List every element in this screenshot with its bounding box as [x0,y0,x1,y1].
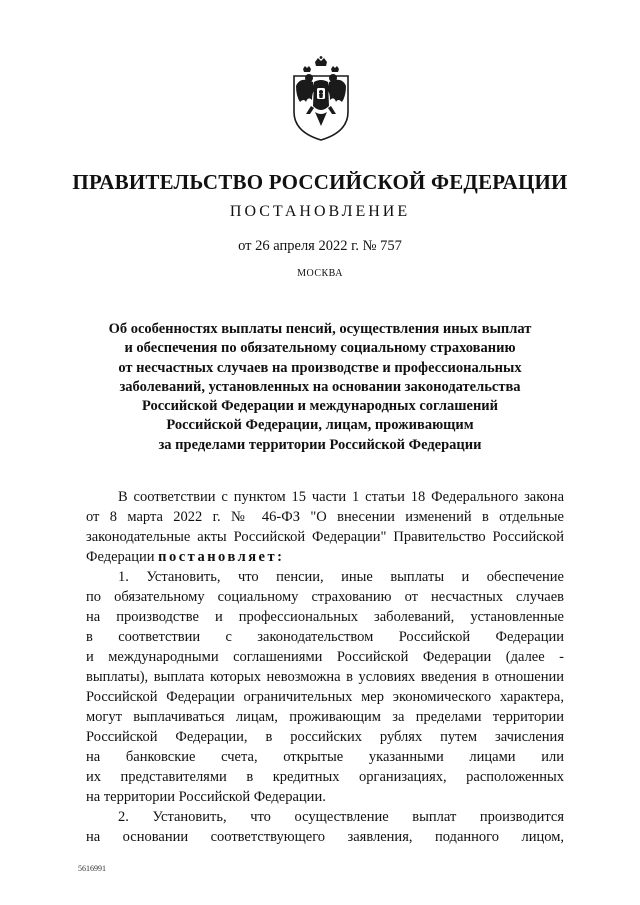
body-line: от 8 марта 2022 г. № 46-ФЗ "О внесении изменений в отдельные [86,509,564,525]
document-heading [80,320,560,455]
body-line: В соответствии с пунктом 15 части 1 статьи 18 Федерального закона [118,489,564,505]
body-line: на территории Российской Федерации. [86,789,326,805]
body-line: и международными соглашениями Российской Федерации (далее - [86,649,564,665]
body-line: Российской Федерации, в российских рублях путем зачисления [86,729,564,745]
body-line: законодательные акты Российской Федерации" Правительство Российской [86,529,564,545]
body-line: на основании соответствующего заявления, поданного лицом, [86,829,564,845]
body-text: Федерации [86,549,159,565]
heading-line: за пределами территории Российской Федерации [158,436,482,453]
preamble-paragraph [86,487,564,567]
body-line: по обязательному социальному страхованию от несчастных случаев [86,589,564,605]
heading-line: Об особенностях выплаты пенсий, осуществления иных выплат [108,321,532,337]
body-line: в соответствии с законодательством Российской Федерации [86,629,564,645]
body-line: выплаты), выплата которых невозможна в условиях введения в отношении [86,669,564,685]
heading-line: Российской Федерации и международных соглашений [141,398,499,415]
body-line: Российской Федерации ограничительных мер экономического характера, [86,689,564,705]
document-code: 5616991 [78,864,106,873]
government-title: ПРАВИТЕЛЬСТВО РОССИЙСКОЙ ФЕДЕРАЦИИ [72,170,568,194]
body-line: на банковские счета, открытые указанными лицами или [86,749,564,765]
body-line: 2. Установить, что осуществление выплат производится [118,809,564,825]
decree-keyword: постановляет: [158,549,285,565]
clause-1-paragraph [86,567,564,807]
document-type: ПОСТАНОВЛЕНИЕ [229,203,411,220]
coat-of-arms-emblem [286,56,356,144]
body-line: 1. Установить, что пенсии, иные выплаты и обеспечение [118,569,564,585]
heading-line: заболеваний, установленных на основании законодательства [119,378,521,395]
clause-2-paragraph [86,807,564,847]
body-line: на производстве и профессиональных заболеваний, установленные [86,609,564,625]
document-body [86,487,564,847]
body-line: могут выплачиваться лицам, проживающим за пределами территории [86,709,564,725]
body-line: их представителями в кредитных организациях, расположенных [86,769,564,785]
document-date-number: от 26 апреля 2022 г. № 757 [238,238,402,254]
document-place: МОСКВА [297,268,343,279]
heading-line: и обеспечения по обязательному социальному страхованию [124,340,516,357]
heading-line: Российской Федерации, лицам, проживающим [166,417,474,434]
heading-line: от несчастных случаев на производстве и профессиональных [118,359,522,376]
body-line [86,547,564,567]
